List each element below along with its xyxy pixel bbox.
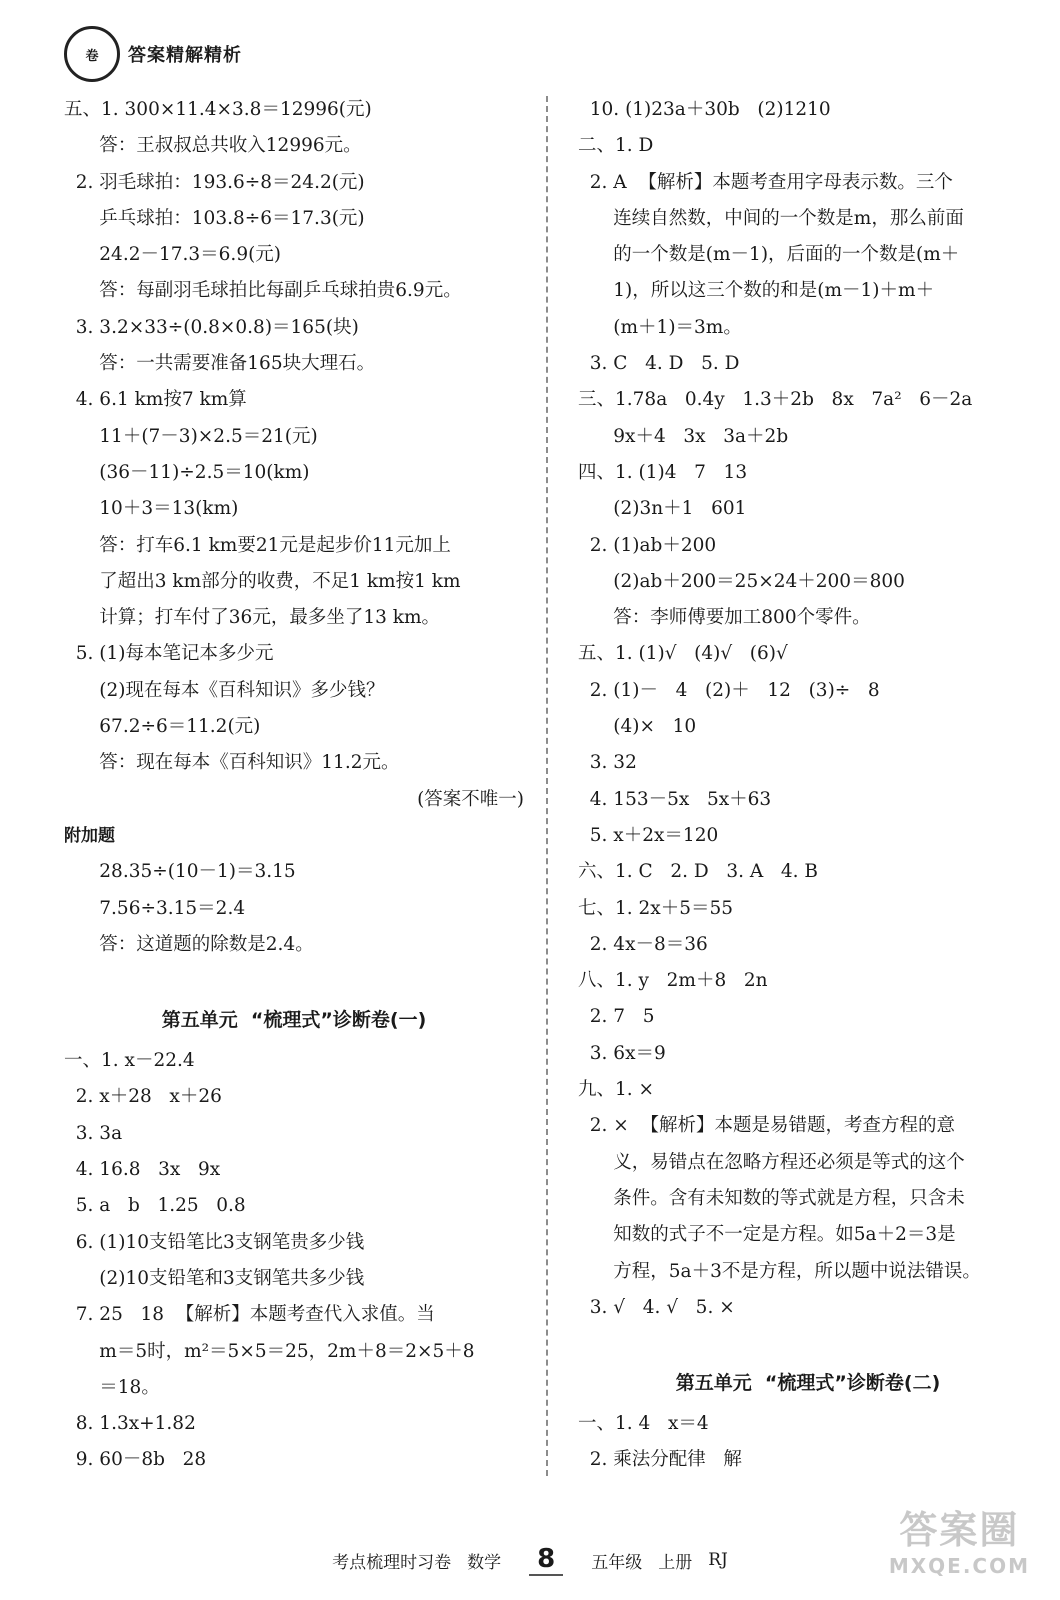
answer-line: 方程，5a＋3不是方程，所以题中说法错误。 — [578, 1260, 981, 1282]
answer-line: 2. 乘法分配律 解 — [578, 1449, 742, 1471]
answer-line: 3. 6x＝9 — [578, 1042, 666, 1064]
answer-line: 四、1. (1)4 7 13 — [578, 461, 748, 483]
answer-line: 附加题 — [64, 825, 115, 846]
footer-series: 考点梳理时习卷 — [332, 1552, 452, 1573]
answer-line: 24.2－17.3＝6.9(元) — [64, 244, 282, 266]
answer-line: 2. 羽毛球拍：193.6÷8＝24.2(元) — [64, 171, 365, 193]
answer-line: 9. 60－8b 28 — [64, 1449, 207, 1471]
left-column — [64, 92, 524, 1479]
answer-line: (2)3n＋1 601 — [578, 498, 747, 520]
footer-volume: 上册 — [658, 1552, 693, 1573]
answer-line: 4. 16.8 3x 9x — [64, 1159, 221, 1181]
section-title: 第五单元 “梳理式”诊断卷(一) — [161, 1009, 427, 1032]
answer-line: 5. (1)每本笔记本多少元 — [64, 643, 274, 665]
answer-line: 10＋3＝13(km) — [64, 498, 239, 520]
answer-line: 2. 7 5 — [578, 1006, 655, 1028]
answer-line: 的一个数是(m－1)，后面的一个数是(m＋ — [578, 244, 960, 266]
answer-line: 二、1. D — [578, 135, 654, 157]
answer-line — [64, 963, 524, 997]
answer-line: (答案不唯一) — [417, 788, 524, 810]
answer-line: m＝5时，m²＝5×5＝25，2m＋8＝2×5＋8 — [64, 1340, 475, 1362]
answer-line: 一、1. 4 x＝4 — [578, 1413, 709, 1435]
answer-line: 11＋(7－3)×2.5＝21(元) — [64, 425, 318, 447]
answer-line: (2)现在每本《百科知识》多少钱？ — [64, 679, 385, 701]
answer-line: 三、1.78a 0.4y 1.3＋2b 8x 7a² 6－2a — [578, 389, 973, 411]
answer-line: 6. (1)10支铅笔比3支钢笔贵多少钱 — [64, 1231, 365, 1253]
answer-line: 2. A 【解析】本题考查用字母表示数。三个 — [578, 171, 953, 193]
answer-line: 3. 3a — [64, 1122, 123, 1144]
answer-line: 条件。含有未知数的等式就是方程，只含未 — [578, 1187, 965, 1209]
answer-line: 义，易错点在忽略方程还必须是等式的这个 — [578, 1151, 965, 1173]
answer-line: 答：王叔叔总共收入12996元。 — [64, 135, 362, 157]
answer-line: 2. × 【解析】本题是易错题，考查方程的意 — [578, 1115, 956, 1137]
answer-line: 67.2÷6＝11.2(元) — [64, 716, 261, 738]
answer-line: (m＋1)＝3m。 — [578, 316, 742, 338]
answer-line: 答：李师傅要加工800个零件。 — [578, 607, 871, 629]
answer-line: 答：打车6.1 km要21元是起步价11元加上 — [64, 534, 451, 556]
answer-line: 知数的式子不一定是方程。如5a＋2＝3是 — [578, 1224, 956, 1246]
answer-line: 4. 153－5x 5x＋63 — [578, 788, 772, 810]
answer-line: 5. a b 1.25 0.8 — [64, 1195, 246, 1217]
answer-line: 3. 3.2×33÷(0.8×0.8)＝165(块) — [64, 316, 359, 338]
answer-line: 10. (1)23a＋30b (2)1210 — [578, 99, 831, 120]
brand-logo: 卷 — [64, 26, 120, 82]
section-title: 第五单元 “梳理式”诊断卷(二) — [675, 1372, 941, 1395]
answer-line: 连续自然数，中间的一个数是m，那么前面 — [578, 207, 964, 229]
answer-line: 3. C 4. D 5. D — [578, 353, 740, 375]
answer-line: 4. 6.1 km按7 km算 — [64, 389, 247, 411]
answer-line: 答：这道题的除数是2.4。 — [64, 933, 314, 955]
answer-line: 9x＋4 3x 3a＋2b — [578, 425, 789, 447]
answer-line: 3. √ 4. √ 5. × — [578, 1296, 735, 1318]
footer-edition: RJ — [708, 1550, 728, 1570]
answer-line: (2)ab＋200＝25×24＋200＝800 — [578, 570, 905, 592]
answer-line: 3. 32 — [578, 752, 637, 774]
answer-line: 计算；打车付了36元，最多坐了13 km。 — [64, 607, 440, 629]
page-number: 8 — [529, 1544, 563, 1576]
answer-line: 七、1. 2x＋5＝55 — [578, 897, 734, 919]
answer-line: (4)× 10 — [578, 716, 697, 738]
answer-line: 2. 4x－8＝36 — [578, 933, 708, 955]
answer-line: 答：每副羽毛球拍比每副乒乓球拍贵6.9元。 — [64, 280, 462, 302]
answer-line: 答：现在每本《百科知识》11.2元。 — [64, 752, 400, 774]
answer-line: 7.56÷3.15＝2.4 — [64, 897, 246, 919]
answer-line: 九、1. × — [578, 1079, 655, 1101]
right-column — [578, 92, 1038, 1479]
answer-line: (36－11)÷2.5＝10(km) — [64, 461, 310, 483]
answer-line: ＝18。 — [64, 1376, 160, 1398]
answer-line: 乒乓球拍：103.8÷6＝17.3(元) — [64, 207, 365, 229]
answer-line — [578, 1326, 1038, 1360]
answer-line: 5. x＋2x＝120 — [578, 824, 719, 846]
watermark-text: 答案圈 — [899, 1508, 1020, 1552]
answer-line: 2. (1)－ 4 (2)＋ 12 (3)÷ 8 — [578, 679, 880, 701]
column-divider — [546, 96, 548, 1476]
answer-line: 五、1. (1)√ (4)√ (6)√ — [578, 643, 788, 665]
header-title: 答案精解精析 — [128, 45, 242, 66]
footer-grade: 五年级 — [591, 1552, 643, 1573]
footer-subject: 数学 — [467, 1552, 502, 1573]
answer-line: 答：一共需要准备165块大理石。 — [64, 353, 376, 375]
watermark — [889, 1499, 1030, 1578]
watermark-url: MXQE.COM — [888, 1554, 1030, 1578]
answer-line: 1)，所以这三个数的和是(m－1)＋m＋ — [578, 280, 935, 302]
page-header — [64, 26, 242, 82]
answer-line: 六、1. C 2. D 3. A 4. B — [578, 861, 818, 883]
answer-line: 2. x＋28 x＋26 — [64, 1086, 222, 1108]
answer-line: 8. 1.3x+1.82 — [64, 1413, 196, 1435]
answer-line: 一、1. x－22.4 — [64, 1050, 195, 1072]
answer-line: 28.35÷(10－1)＝3.15 — [64, 861, 296, 883]
answer-line: 五、1. 300×11.4×3.8＝12996(元) — [64, 99, 372, 120]
answer-line: (2)10支铅笔和3支钢笔共多少钱 — [64, 1267, 365, 1289]
answer-line: 2. (1)ab＋200 — [578, 534, 717, 556]
answer-line: 了超出3 km部分的收费，不足1 km按1 km — [64, 570, 461, 592]
answer-line: 7. 25 18 【解析】本题考查代入求值。当 — [64, 1304, 435, 1326]
answer-line: 八、1. y 2m＋8 2n — [578, 970, 768, 992]
